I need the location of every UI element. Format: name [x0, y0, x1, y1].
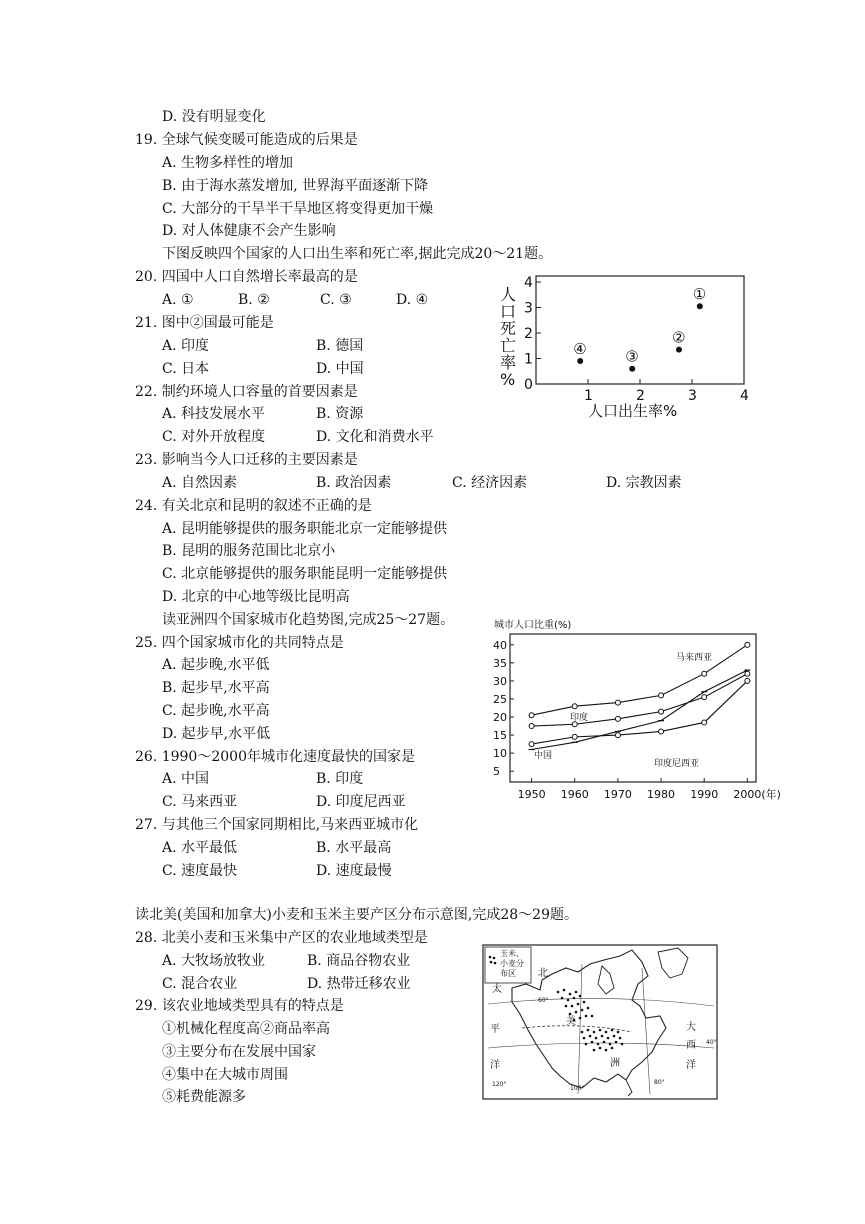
line-series-marker [615, 733, 620, 738]
q25-option-c: C. 起步晚,水平高 [162, 703, 270, 719]
q27-option-d: D. 速度最慢 [316, 863, 392, 879]
q21-option-d: D. 中国 [316, 361, 364, 377]
crop-dot [613, 1035, 616, 1038]
crop-dot [599, 1047, 602, 1050]
crop-dot [577, 1003, 580, 1006]
line-series-marker [529, 742, 534, 747]
scatter-point [577, 358, 583, 364]
scatter-point [629, 366, 635, 372]
line-y-tick-label: 10 [493, 747, 507, 761]
map-legend-line2: 小麦分 [500, 959, 524, 968]
line-y-tick-label: 40 [493, 638, 507, 652]
intro-20-21: 下图反映四个国家的人口出生率和死亡率,据此完成20～21题。 [162, 246, 553, 262]
crop-dot [599, 1029, 602, 1032]
crop-dot [569, 993, 572, 996]
line-series-label: 印度尼西亚 [654, 759, 700, 769]
crop-dot [575, 991, 578, 994]
crop-dot [583, 1037, 586, 1040]
line-chart-title: 城市人口比重(%) [494, 620, 572, 631]
line-y-tick-label: 15 [493, 729, 507, 743]
scatter-x-label: 人口出生率% [588, 402, 678, 420]
q24-option-c: C. 北京能够提供的服务职能昆明一定能够提供 [162, 566, 448, 582]
crop-dot [581, 1009, 584, 1012]
scatter-y-tick-label: 3 [524, 300, 533, 317]
question-27: 27. 与其他三个国家同期相比,马来西亚城市化 [135, 817, 419, 833]
map-lon-100: 100° [570, 1085, 585, 1092]
crop-dot [605, 1049, 608, 1052]
q27-option-b: B. 水平最高 [316, 840, 392, 856]
q26-option-b: B. 印度 [316, 771, 364, 787]
crop-dot [585, 1015, 588, 1018]
scatter-y-tick-label: 1 [524, 351, 533, 368]
scatter-x-tick-label: 2 [636, 388, 645, 404]
urbanization-line-chart [478, 616, 781, 806]
map-label-yang2: 洋 [686, 1060, 696, 1071]
map-legend [485, 947, 531, 983]
scatter-x-tick-label: 1 [584, 388, 593, 404]
crop-dot [583, 1001, 586, 1004]
map-lon-80: 80° [654, 1079, 665, 1086]
q22-option-a: A. 科技发展水平 [162, 406, 266, 422]
question-23: 23. 影响当今人口迁移的主要因素是 [135, 452, 358, 468]
q29-feature-3: ③主要分布在发展中国家 [162, 1044, 316, 1060]
line-series-path [532, 681, 748, 744]
crop-dot [603, 1041, 606, 1044]
q25-option-d: D. 起步早,水平低 [162, 726, 271, 742]
crop-dot [585, 1043, 588, 1046]
q19-option-d: D. 对人体健康不会产生影响 [162, 223, 336, 239]
crop-dot [591, 1041, 594, 1044]
map-lon-120: 120° [492, 1081, 507, 1088]
intro-28-29: 读北美(美国和加拿大)小麦和玉米主要产区分布示意图,完成28～29题。 [135, 907, 579, 923]
crop-dot [587, 1007, 590, 1010]
q20-option-b: B. ② [238, 292, 270, 308]
q19-option-a: A. 生物多样性的增加 [162, 155, 294, 171]
crop-dot [589, 1035, 592, 1038]
line-series-marker [659, 709, 664, 714]
scatter-point-label: ② [672, 328, 686, 347]
map-label-america: 美 [566, 1016, 576, 1027]
map-label-ping: 平 [490, 1024, 500, 1035]
north-america-map [482, 944, 718, 1100]
q27-option-c: C. 速度最快 [162, 863, 238, 879]
line-y-tick-label: 25 [493, 692, 507, 706]
question-24: 24. 有关北京和昆明的叙述不正确的是 [135, 498, 372, 514]
q26-option-a: A. 中国 [162, 771, 210, 787]
q24-option-d: D. 北京的中心地等级比昆明高 [162, 589, 350, 605]
question-29: 29. 该农业地域类型具有的特点是 [135, 998, 344, 1014]
scatter-x-tick-label: 3 [688, 388, 697, 404]
crop-dot [607, 1037, 610, 1040]
crop-dot [591, 1015, 594, 1018]
scatter-y-label-char: 人 [500, 285, 517, 304]
crop-dot [587, 1029, 590, 1032]
crop-dot [579, 1017, 582, 1020]
birth-death-scatter-chart [478, 268, 768, 428]
scatter-y-tick-label: 0 [524, 377, 533, 393]
map-label-continent: 洲 [610, 1058, 620, 1069]
map-lat-60: 60° [538, 997, 549, 1004]
crop-dot [605, 1031, 608, 1034]
q24-option-a: A. 昆明能够提供的服务职能北京一定能够提供 [162, 521, 448, 537]
crop-dot [569, 1013, 572, 1016]
q19-option-c: C. 大部分的干旱半干旱地区将变得更加干燥 [162, 201, 434, 217]
line-series-path [532, 670, 748, 749]
scatter-y-tick-label: 4 [524, 275, 533, 291]
q28-option-c: C. 混合农业 [162, 976, 238, 992]
line-x-tick-label: 1960 [560, 788, 589, 801]
q29-feature-4: ④集中在大城市周围 [162, 1067, 288, 1083]
map-label-yang: 洋 [490, 1060, 500, 1071]
scatter-y-tick-label: 2 [524, 326, 533, 342]
q27-option-a: A. 水平最低 [162, 840, 238, 856]
map-label-tai: 太 [492, 984, 502, 995]
q18-option-d: D. 没有明显变化 [162, 109, 266, 125]
line-series-marker [572, 704, 577, 709]
line-series-marker [615, 716, 620, 721]
map-legend-line1: 玉米、 [500, 949, 524, 958]
line-series-label: 印度 [570, 713, 589, 723]
scatter-point-label: ③ [625, 347, 639, 366]
line-series-marker [615, 700, 620, 705]
q26-option-d: D. 印度尼西亚 [316, 794, 406, 810]
crop-dot [617, 1031, 620, 1034]
q22-option-b: B. 资源 [316, 406, 364, 422]
question-26: 26. 1990～2000年城市化速度最快的国家是 [135, 749, 415, 765]
map-label-xi: 西 [686, 1040, 696, 1051]
q20-option-d: D. ④ [396, 292, 429, 308]
line-series-marker [702, 695, 707, 700]
line-y-tick-label: 5 [493, 765, 500, 779]
line-x-tick-label: 1950 [517, 788, 546, 801]
line-x-tick-label: 2000(年) [733, 788, 781, 801]
crop-dot [563, 989, 566, 992]
crop-dot [575, 1011, 578, 1014]
scatter-point [697, 303, 703, 309]
q29-feature-5: ⑤耗费能源多 [162, 1089, 246, 1105]
q23-option-b: B. 政治因素 [316, 475, 392, 491]
line-series-marker [529, 724, 534, 729]
crop-dot [601, 1035, 604, 1038]
crop-dot [561, 997, 564, 1000]
scatter-plot-frame [536, 276, 744, 384]
scatter-y-label-char: 死 [500, 319, 517, 338]
line-series-path [532, 674, 748, 726]
crop-dot [611, 1029, 614, 1032]
crop-dot [609, 1043, 612, 1046]
line-series-marker [529, 713, 534, 718]
crop-dot [573, 997, 576, 1000]
q22-option-c: C. 对外开放程度 [162, 429, 266, 445]
crop-dot [597, 1043, 600, 1046]
line-series-marker [659, 729, 664, 734]
crop-dot [621, 1043, 624, 1046]
question-28: 28. 北美小麦和玉米集中产区的农业地域类型是 [135, 930, 428, 946]
crop-dot [619, 1037, 622, 1040]
q29-feature-1-2: ①机械化程度高②商品率高 [162, 1021, 330, 1037]
q23-option-c: C. 经济因素 [452, 475, 528, 491]
crop-dot [611, 1047, 614, 1050]
q21-option-c: C. 日本 [162, 361, 210, 377]
line-series-path [532, 645, 748, 715]
line-series-marker [745, 671, 750, 676]
map-label-da: 大 [686, 1022, 696, 1033]
q23-option-d: D. 宗教因素 [606, 475, 682, 491]
q21-option-a: A. 印度 [162, 338, 210, 354]
question-25: 25. 四个国家城市化的共同特点是 [135, 635, 344, 651]
scatter-y-label-char: 率 [500, 353, 517, 372]
map-legend-line3: 布区 [500, 969, 516, 978]
q20-option-c: C. ③ [320, 292, 352, 308]
scatter-y-label-char: % [500, 370, 516, 389]
crop-dot [579, 995, 582, 998]
question-22: 22. 制约环境人口容量的首要因素是 [135, 384, 358, 400]
scatter-point-label: ④ [573, 340, 587, 359]
q25-option-b: B. 起步早,水平高 [162, 680, 270, 696]
line-series-marker [659, 693, 664, 698]
scatter-y-label [500, 285, 516, 389]
scatter-point-label: ① [692, 285, 707, 304]
line-y-tick-label: 35 [493, 656, 507, 670]
question-19: 19. 全球气候变暖可能造成的后果是 [135, 132, 358, 148]
q28-option-d: D. 热带迁移农业 [307, 976, 411, 992]
crop-dot [557, 991, 560, 994]
q25-option-a: A. 起步晚,水平低 [162, 657, 270, 673]
q21-option-b: B. 德国 [316, 338, 364, 354]
line-series-marker [745, 678, 750, 683]
crop-dot [593, 1049, 596, 1052]
line-x-tick-label: 1990 [690, 788, 719, 801]
line-series-marker [702, 671, 707, 676]
line-series-label: 中国 [534, 751, 553, 761]
scatter-x-tick-label: 4 [740, 388, 749, 404]
intro-25-27: 读亚洲四个国家城市化趋势图,完成25～27题。 [162, 612, 455, 628]
crop-dot [571, 1005, 574, 1008]
crop-dot [581, 1031, 584, 1034]
map-lat-40: 40° [706, 1039, 717, 1046]
q22-option-d: D. 文化和消费水平 [316, 429, 434, 445]
line-series-marker [745, 642, 750, 647]
question-20: 20. 四国中人口自然增长率最高的是 [135, 269, 358, 285]
crop-dot [595, 1037, 598, 1040]
map-label-north: 北 [538, 968, 548, 979]
q24-option-b: B. 昆明的服务范围比北京小 [162, 543, 336, 559]
q28-option-a: A. 大牧场放牧业 [162, 953, 266, 969]
scatter-point [676, 347, 682, 353]
line-series-marker [572, 734, 577, 739]
line-series-label: 马来西亚 [676, 653, 713, 663]
q23-option-a: A. 自然因素 [162, 475, 238, 491]
crop-dot [593, 1031, 596, 1034]
line-y-tick-label: 30 [493, 674, 507, 688]
q20-option-a: A. ① [162, 292, 194, 308]
crop-dot [567, 999, 570, 1002]
question-21: 21. 图中②国最可能是 [135, 315, 274, 331]
crop-dot [615, 1041, 618, 1044]
scatter-y-label-char: 口 [500, 302, 517, 321]
scatter-y-label-char: 亡 [500, 336, 517, 355]
line-series-marker [702, 720, 707, 725]
q26-option-c: C. 马来西亚 [162, 794, 238, 810]
line-x-tick-label: 1970 [603, 788, 632, 801]
crop-dot [565, 1005, 568, 1008]
line-y-tick-label: 20 [493, 711, 507, 725]
q28-option-b: B. 商品谷物农业 [307, 953, 411, 969]
line-x-tick-label: 1980 [647, 788, 676, 801]
q19-option-b: B. 由于海水蒸发增加, 世界海平面逐渐下降 [162, 178, 429, 194]
scatter-y-label-text [500, 285, 516, 389]
